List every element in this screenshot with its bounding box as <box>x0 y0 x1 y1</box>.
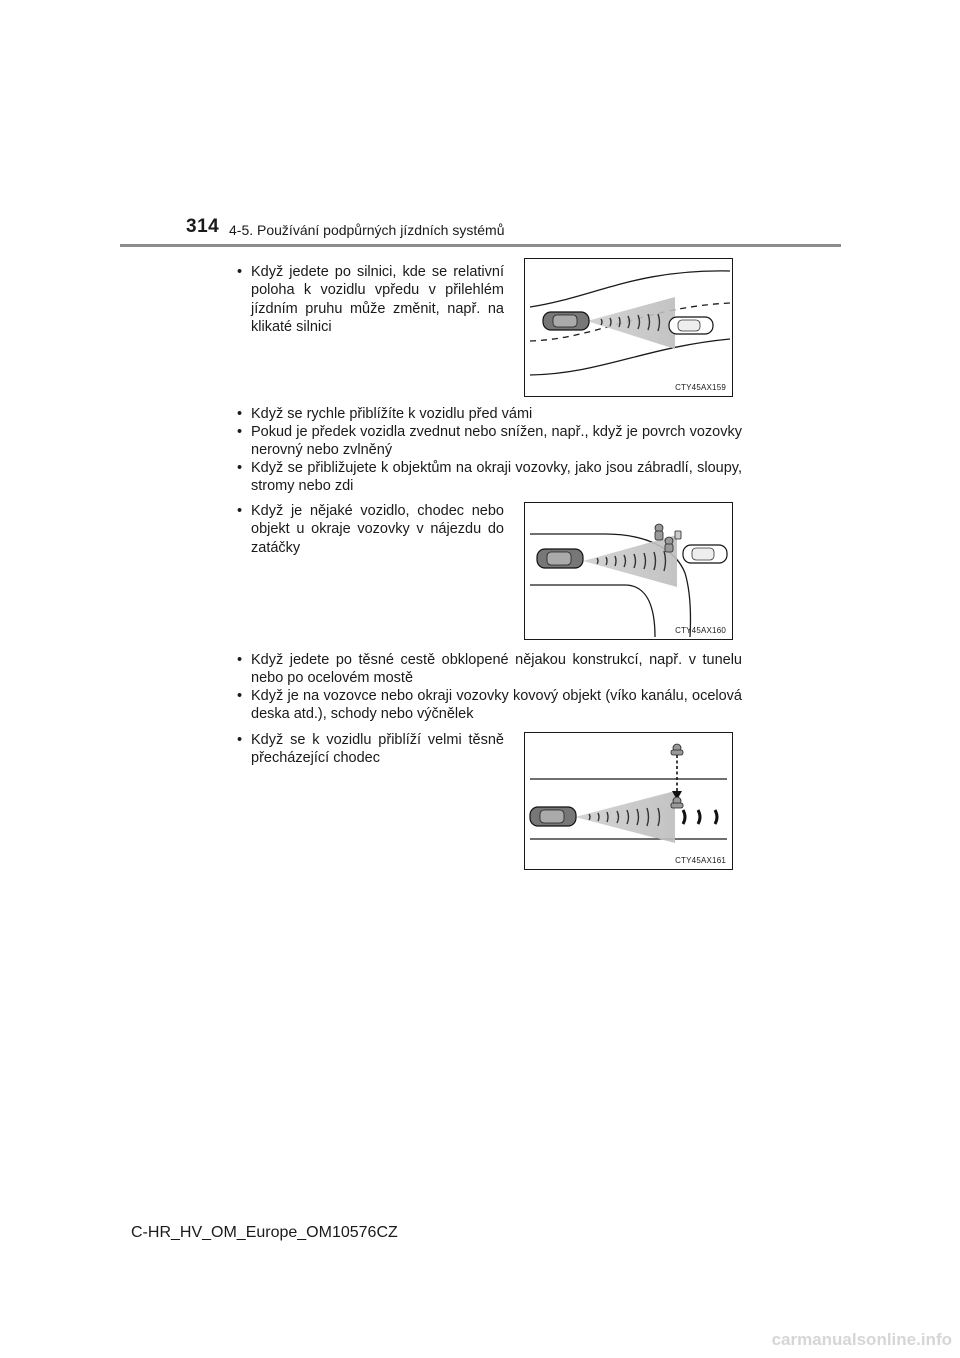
vehicle-ahead <box>683 545 727 563</box>
radar-beam <box>587 297 675 349</box>
figure-code: CTY45AX160 <box>675 626 726 635</box>
bullet-narrow-road: • Když jedete po těsné cestě obklopené nějakou konstrukcí, např. v tunelu nebo po ocelovém mostě <box>237 651 742 688</box>
road-edge-bottom <box>530 585 655 637</box>
header-rule <box>120 244 841 247</box>
radar-beam <box>583 535 677 587</box>
road-edge-upper <box>530 271 730 307</box>
footer-document-code: C-HR_HV_OM_Europe_OM10576CZ <box>131 1224 398 1241</box>
radar-waves-bold <box>683 810 717 824</box>
figure-code: CTY45AX159 <box>675 383 726 392</box>
figure-crossing-pedestrian <box>524 732 733 870</box>
own-car <box>530 807 576 826</box>
pedestrian-start <box>671 744 683 755</box>
own-car <box>537 549 583 568</box>
page-number: 314 <box>186 216 220 237</box>
bullet-curve-entry: • Když je nějaké vozidlo, chodec nebo objekt u okraje vozovky v nájezdu do zatáčky <box>237 502 504 557</box>
bullet-front-raised: • Pokud je předek vozidla zvednut nebo snížen, např., když je povrch vozovky nerovný nebo zvlněný <box>237 423 742 460</box>
figure-winding-road <box>524 258 733 397</box>
road-edge-lower <box>530 339 730 375</box>
bullet-rapid-approach: • Když se rychle přiblížíte k vozidlu před vámi <box>237 405 742 423</box>
watermark: carmanualsonline.info <box>771 1330 952 1349</box>
vehicle-adjacent-lane <box>669 317 713 334</box>
bullet-winding-road: • Když jedete po silnici, kde se relativní poloha k vozidlu vpředu v přilehlém jízdním pruhu může změnit, např. na klikaté silnici <box>237 263 504 336</box>
bullet-roadside-objects: • Když se přibližujete k objektům na okraji vozovky, jako jsou zábradlí, sloupy, stromy nebo zdi <box>237 459 742 496</box>
bullet-metal-object: • Když je na vozovce nebo okraji vozovky kovový objekt (víko kanálu, ocelová deska atd.), schody nebo výčnělek <box>237 687 742 724</box>
section-title: 4-5. Používání podpůrných jízdních systémů <box>229 222 505 238</box>
bullet-crossing-pedestrian: • Když se k vozidlu přiblíží velmi těsně přecházející chodec <box>237 731 504 768</box>
own-car <box>543 312 589 330</box>
figure-code: CTY45AX161 <box>675 856 726 865</box>
figure-curve-entry <box>524 502 733 640</box>
